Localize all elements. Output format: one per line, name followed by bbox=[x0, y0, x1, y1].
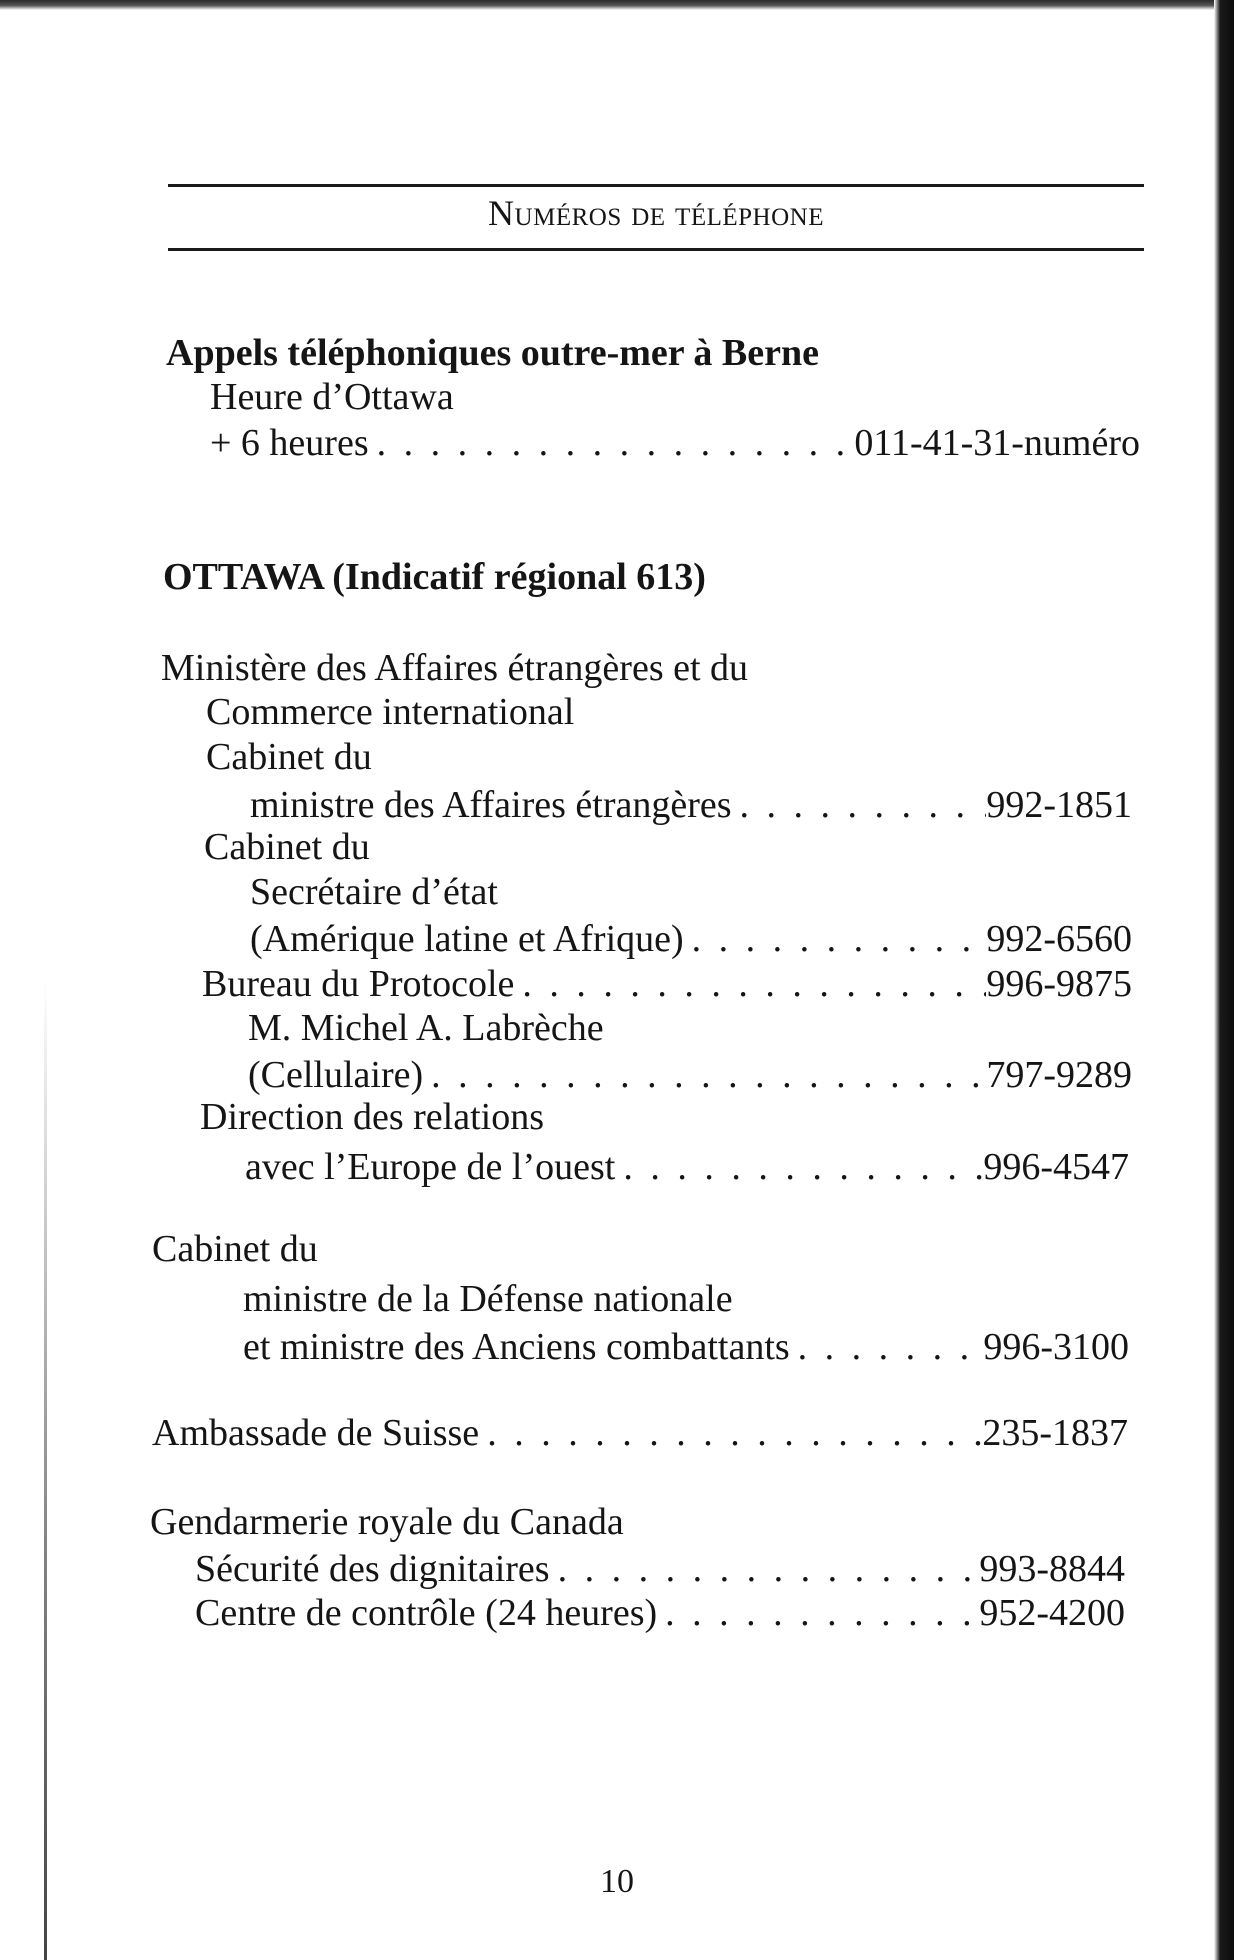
securite-label: Sécurité des dignitaires bbox=[195, 1548, 550, 1590]
protocole-entry bbox=[202, 962, 1132, 1006]
suisse-phone: 235-1837 bbox=[982, 1412, 1128, 1454]
cabinet-secretaire-title: Cabinet du bbox=[204, 826, 370, 868]
defense-entry bbox=[243, 1325, 1129, 1369]
centre-label: Centre de contrôle (24 heures) bbox=[195, 1592, 658, 1634]
dot-leader bbox=[369, 421, 855, 465]
mae-line2: Commerce international bbox=[206, 691, 575, 733]
dot-leader bbox=[790, 1325, 984, 1369]
cabinet-ministre-label: ministre des Affaires étrangères bbox=[250, 784, 732, 826]
dot-leader bbox=[550, 1547, 980, 1591]
dot-leader bbox=[732, 783, 987, 827]
dot-leader bbox=[684, 917, 987, 961]
labreche-name: M. Michel A. Labrèche bbox=[248, 1007, 604, 1049]
scan-border-left bbox=[44, 980, 47, 1960]
centre-entry bbox=[195, 1591, 1125, 1635]
centre-phone: 952-4200 bbox=[979, 1592, 1125, 1634]
securite-phone: 993-8844 bbox=[979, 1548, 1125, 1590]
page-number: 10 bbox=[600, 1863, 634, 1900]
overseas-title: Appels téléphoniques outre-mer à Berne bbox=[166, 332, 820, 374]
labreche-entry bbox=[248, 1053, 1132, 1097]
direction-entry bbox=[245, 1145, 1129, 1189]
defense-title: Cabinet du bbox=[152, 1228, 318, 1270]
ottawa-title: OTTAWA (Indicatif régional 613) bbox=[163, 556, 706, 598]
heading-rule-bottom bbox=[168, 248, 1144, 251]
overseas-number: 011-41-31-numéro bbox=[854, 422, 1140, 464]
cabinet-secretaire-label: (Amérique latine et Afrique) bbox=[250, 918, 684, 960]
grc-title: Gendarmerie royale du Canada bbox=[150, 1501, 624, 1543]
protocole-label: Bureau du Protocole bbox=[202, 963, 515, 1005]
cabinet-ministre-title: Cabinet du bbox=[206, 736, 372, 778]
defense-label: et ministre des Anciens combattants bbox=[243, 1326, 790, 1368]
cabinet-ministre-phone: 992-1851 bbox=[986, 784, 1132, 826]
securite-entry bbox=[195, 1547, 1125, 1591]
direction-label: avec l’Europe de l’ouest bbox=[245, 1146, 616, 1188]
cabinet-secretaire-phone: 992-6560 bbox=[986, 918, 1132, 960]
scan-border-right bbox=[1214, 0, 1234, 1960]
mae-line1: Ministère des Affaires étrangères et du bbox=[161, 647, 749, 689]
suisse-entry bbox=[152, 1411, 1128, 1455]
overseas-time-label: Heure d’Ottawa bbox=[210, 376, 454, 418]
defense-phone: 996-3100 bbox=[983, 1326, 1129, 1368]
labreche-label: (Cellulaire) bbox=[248, 1054, 424, 1096]
protocole-phone: 996-9875 bbox=[986, 963, 1132, 1005]
direction-title: Direction des relations bbox=[200, 1096, 545, 1138]
cabinet-ministre-entry bbox=[250, 783, 1132, 827]
suisse-label: Ambassade de Suisse bbox=[152, 1412, 480, 1454]
dot-leader bbox=[514, 962, 986, 1006]
cabinet-secretaire-l2: Secrétaire d’état bbox=[250, 871, 498, 913]
dot-leader bbox=[657, 1591, 979, 1635]
overseas-entry bbox=[210, 421, 1140, 465]
page-heading: Numéros de téléphone bbox=[488, 193, 824, 233]
cabinet-secretaire-entry bbox=[250, 917, 1132, 961]
dot-leader bbox=[423, 1053, 986, 1097]
overseas-offset: + 6 heures bbox=[210, 422, 369, 464]
defense-l2: ministre de la Défense nationale bbox=[243, 1278, 733, 1320]
heading-rule-top bbox=[168, 184, 1144, 187]
dot-leader bbox=[615, 1145, 983, 1189]
direction-phone: 996-4547 bbox=[983, 1146, 1129, 1188]
scan-border-top bbox=[0, 0, 1234, 10]
labreche-phone: 797-9289 bbox=[986, 1054, 1132, 1096]
dot-leader bbox=[479, 1411, 982, 1455]
